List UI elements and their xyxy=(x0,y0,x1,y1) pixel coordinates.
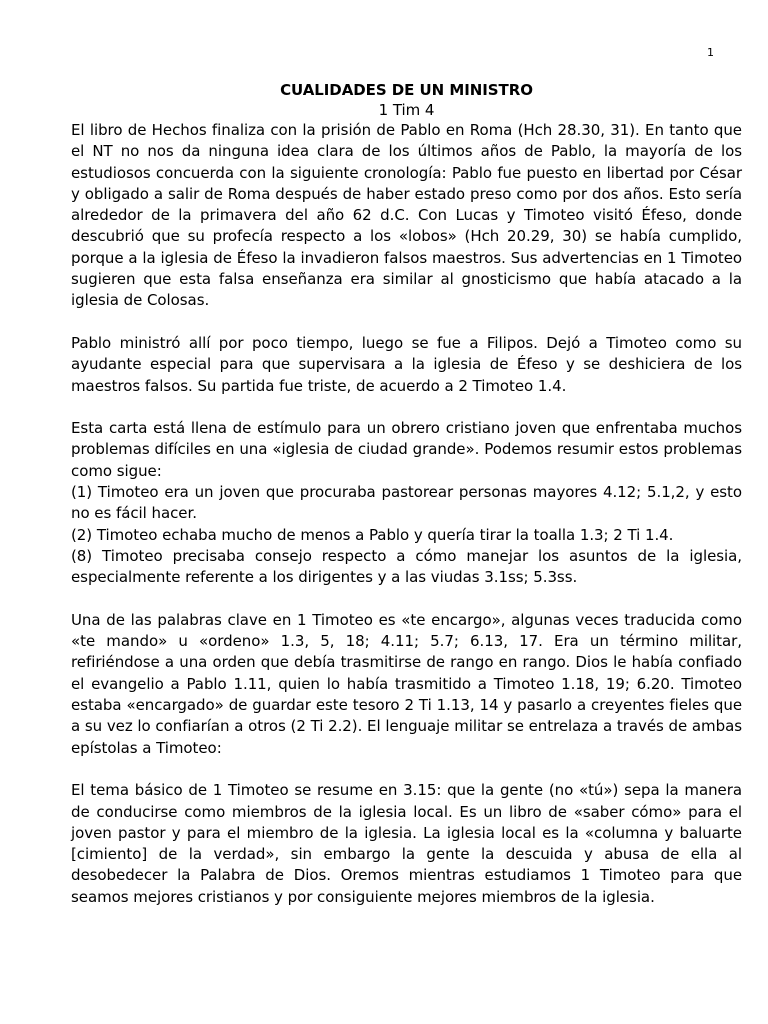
problem-item-3: (8) Timoteo precisaba consejo respecto a cómo manejar los asuntos de la iglesia, especialmente referente a los dirigentes y a las viudas 3.1ss; 5.3ss. xyxy=(71,546,742,587)
paragraph-gap xyxy=(71,759,742,780)
paragraph-letter: Esta carta está llena de estímulo para un obrero cristiano joven que enfrentaba muchos problemas difíciles en una «iglesia de ciudad grande». Podemos resumir estos problemas como sigue: xyxy=(71,419,742,480)
page-number: 1 xyxy=(707,46,714,59)
paragraph-keyword: Una de las palabras clave en 1 Timoteo es «te encargo», algunas veces traducida como «te mando» u «ordeno» 1.3, 5, 18; 4.11; 5.7; 6.13, 17. Era un término militar, refiriéndose a una orden que debía trasmitirse de rango en rango. Dios le había confiado el evangelio a Pablo 1.11, quien lo había trasmitido a Timoteo 1.18, 19; 6.20. Timoteo estaba «encargado» de guardar este tesoro 2 Ti 1.13, 14 y pasarlo a creyentes fieles que a su vez lo confiarían a otros (2 Ti 2.2). El lenguaje militar se entrelaza a través de ambas epístolas a Timoteo: xyxy=(71,610,742,757)
problem-item-2: (2) Timoteo echaba mucho de menos a Pablo y quería tirar la toalla 1.3; 2 Ti 1.4. xyxy=(71,525,674,544)
paragraph-gap xyxy=(71,589,742,610)
document-subtitle: 1 Tim 4 xyxy=(378,101,435,119)
paragraph-gap xyxy=(71,397,742,418)
problem-item-1: (1) Timoteo era un joven que procuraba pastorear personas mayores 4.12; 5.1,2, y esto no es fácil hacer. xyxy=(71,483,742,523)
document-body xyxy=(71,80,742,908)
paragraph-ministry: Pablo ministró allí por poco tiempo, luego se fue a Filipos. Dejó a Timoteo como su ayudante especial para que supervisara a la iglesia de Éfeso y se deshiciera de los maestros falsos. Su partida fue triste, de acuerdo a 2 Timoteo 1.4. xyxy=(71,333,742,395)
paragraph-intro: El libro de Hechos finaliza con la prisión de Pablo en Roma (Hch 28.30, 31). En tanto que el NT no nos da ninguna idea clara de los últimos años de Pablo, la mayoría de los estudiosos concuerda con la siguiente cronología: Pablo fue puesto en libertad por César y obligado a salir de Roma después de haber estado preso como por dos años. Esto sería alrededor de la primavera del año 62 d.C. Con Lucas y Timoteo visitó Éfeso, donde descubrió que su profecía respecto a los «lobos» (Hch 20.29, 30) se había cumplido, porque a la iglesia de Éfeso la invadieron falsos maestros. Sus advertencias en 1 Timoteo sugieren que esta falsa enseñanza era similar al gnosticismo que había atacado a la iglesia de Colosas. xyxy=(71,121,742,310)
paragraph-gap xyxy=(71,312,742,333)
document-title: CUALIDADES DE UN MINISTRO xyxy=(280,81,533,99)
paragraph-theme: El tema básico de 1 Timoteo se resume en 3.15: que la gente (no «tú») sepa la manera de conducirse como miembros de la iglesia local. Es un libro de «saber cómo» para el joven pastor y para el miembro de la iglesia. La iglesia local es la «columna y baluarte [cimiento] de la verdad», sin embargo la gente la descuida y abusa de ella al desobedecer la Palabra de Dios. Oremos mientras estudiamos 1 Timoteo para que seamos mejores cristianos y por consiguiente mejores miembros de la iglesia. xyxy=(71,781,742,906)
